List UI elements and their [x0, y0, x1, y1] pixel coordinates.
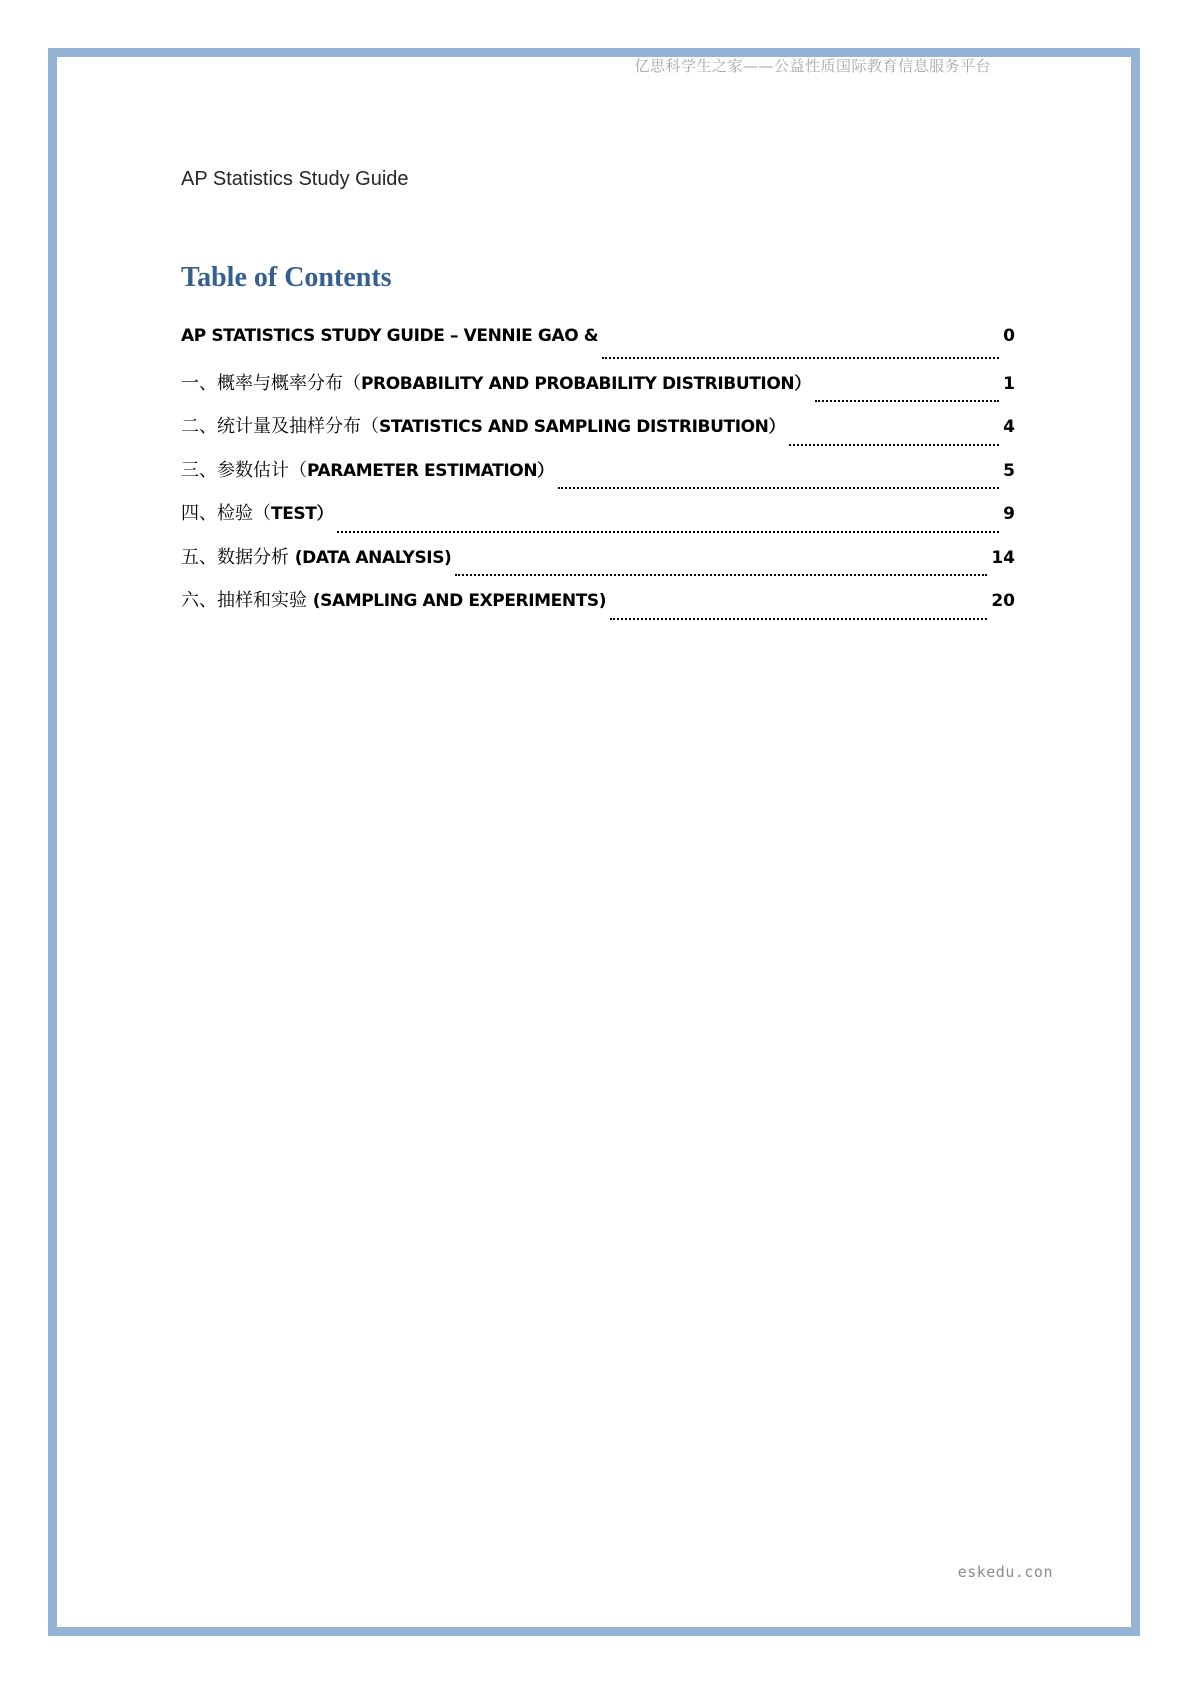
toc-entry-page: 5 — [1003, 460, 1015, 481]
toc-entry-cn: 二、统计量及抽样分布（ — [181, 416, 379, 437]
toc-entry-label — [181, 412, 785, 438]
toc-entry-page: 20 — [991, 591, 1015, 611]
toc-entry-label — [181, 456, 554, 482]
toc-entry-en: STATISTICS AND SAMPLING DISTRIBUTION） — [379, 417, 786, 437]
toc-entry-en: (DATA ANALYSIS) — [294, 547, 452, 568]
toc-entry-cn: 五、数据分析 — [181, 546, 295, 568]
toc-entry[interactable] — [181, 456, 1015, 500]
toc-entry-page: 14 — [991, 547, 1015, 568]
toc-entry-page: 9 — [1003, 504, 1015, 524]
toc-entry-page: 4 — [1003, 417, 1015, 437]
toc-entry[interactable] — [181, 586, 1015, 630]
toc-list — [181, 325, 1015, 630]
toc-entry-en: TEST） — [271, 504, 334, 524]
toc-entry[interactable] — [181, 499, 1015, 543]
toc-entry-label — [181, 586, 606, 612]
toc-entry-en: AP STATISTICS STUDY GUIDE – VENNIE GAO & — [181, 326, 599, 346]
toc-entry-cn: 四、检验（ — [181, 503, 271, 524]
toc-entry-cn: 三、参数估计（ — [181, 459, 307, 481]
toc-dot-leader — [610, 618, 987, 620]
toc-dot-leader — [558, 487, 999, 489]
toc-entry-page: 0 — [1003, 326, 1015, 346]
toc-entry-cn: 六、抽样和实验 — [181, 590, 313, 611]
toc-entry-en: PARAMETER ESTIMATION） — [307, 460, 554, 481]
toc-dot-leader — [815, 400, 999, 402]
toc-entry[interactable] — [181, 325, 1015, 369]
toc-entry[interactable] — [181, 543, 1015, 587]
toc-entry-label — [181, 499, 333, 525]
toc-entry-en: PROBABILITY AND PROBABILITY DISTRIBUTION） — [361, 373, 811, 394]
toc-dot-leader — [602, 357, 999, 359]
toc-dot-leader — [455, 574, 987, 576]
toc-title: Table of Contents — [181, 262, 392, 293]
toc-entry-en: (SAMPLING AND EXPERIMENTS) — [312, 591, 607, 611]
toc-entry-page: 1 — [1003, 373, 1015, 394]
toc-dot-leader — [789, 444, 999, 446]
toc-entry-label — [181, 543, 451, 569]
toc-entry-cn: 一、概率与概率分布（ — [181, 372, 361, 394]
toc-dot-leader — [337, 531, 999, 533]
toc-entry[interactable] — [181, 369, 1015, 413]
toc-entry-label — [181, 369, 811, 395]
document-header: AP Statistics Study Guide — [181, 168, 409, 190]
toc-entry-label — [181, 325, 598, 346]
header-watermark: 亿思科学生之家——公益性质国际教育信息服务平台 — [634, 57, 991, 75]
toc-entry[interactable] — [181, 412, 1015, 456]
footer-site: eskedu.con — [957, 1563, 1053, 1581]
